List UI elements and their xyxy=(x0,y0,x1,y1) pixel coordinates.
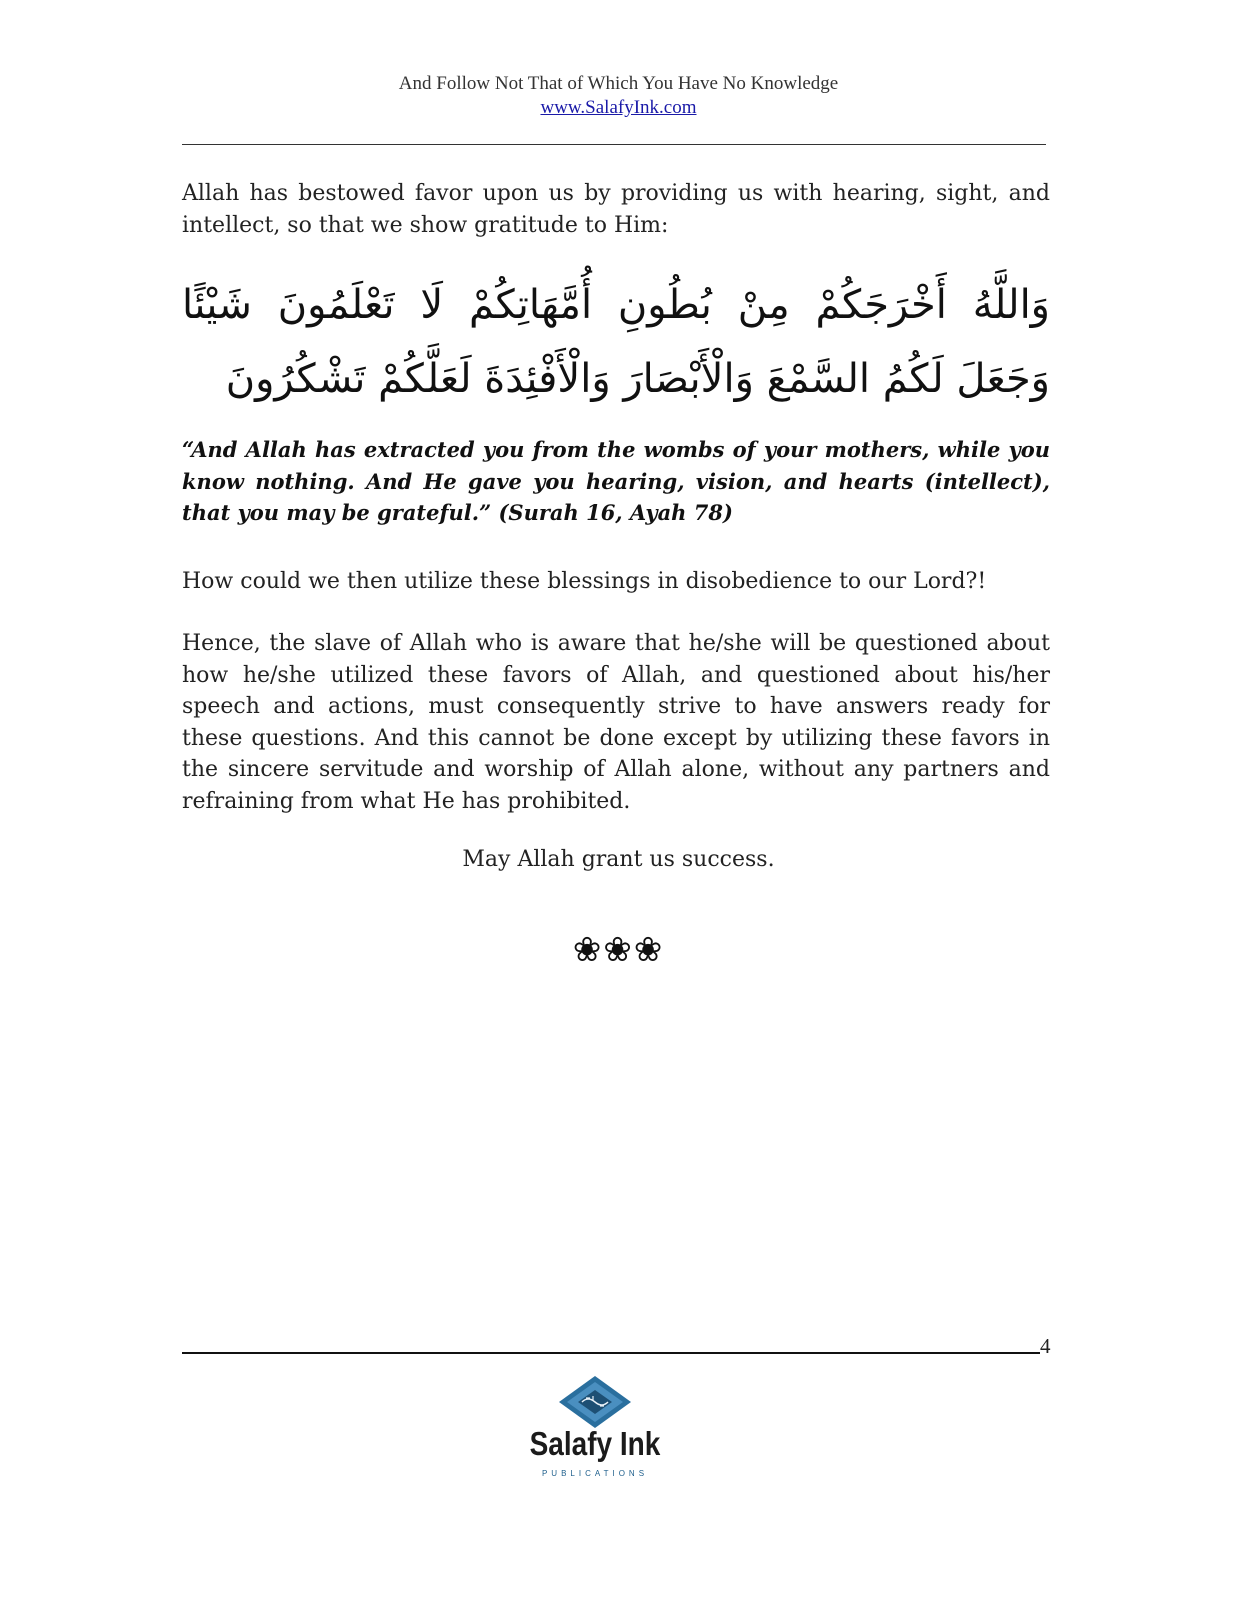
page-number: 4 xyxy=(1040,1334,1051,1358)
publisher-logo xyxy=(520,1372,670,1482)
verse-translation: “And Allah has extracted you from the wombs of your mothers, while you know nothing. And He gave you hearing, vision, and hearts (intellect), that you may be grateful.” (Surah 16, Ayah 78) xyxy=(182,437,1050,525)
arabic-verse: وَاللَّهُ أَخْرَجَكُمْ مِنْ بُطُونِ أُمَّهَاتِكُمْ لَا تَعْلَمُونَ شَيْئًا وَجَعَلَ لَكُمُ السَّمْعَ وَالْأَبْصَارَ وَالْأَفْئِدَةَ لَعَلَّكُمْ تَشْكُرُونَ xyxy=(182,282,1050,402)
closing-line: May Allah grant us success. xyxy=(462,847,775,872)
publisher-subtitle: PUBLICATIONS xyxy=(541,1469,649,1478)
footer-divider xyxy=(182,1352,1040,1354)
flower-ornament-icon: ❀❀❀ xyxy=(572,930,665,970)
document-title: And Follow Not That of Which You Have No Knowledge xyxy=(398,73,839,94)
website-link[interactable]: www.SalafyInk.com xyxy=(540,97,697,118)
page-header xyxy=(0,72,1237,120)
intro-paragraph: Allah has bestowed favor upon us by providing us with hearing, sight, and intellect, so that we show gratitude to Him: xyxy=(182,181,1050,238)
header-divider xyxy=(182,144,1046,145)
question-paragraph: How could we then utilize these blessings in disobedience to our Lord?! xyxy=(182,569,987,594)
body-paragraph: Hence, the slave of Allah who is aware that he/she will be questioned about how he/she utilized these favors of Allah, and questioned about his/her speech and actions, must consequently strive to have answers ready for these questions. And this cannot be done except by utilizing these favors in the sincere servitude and worship of Allah alone, without any partners and refraining from what He has prohibited. xyxy=(182,631,1050,814)
publisher-name: Salafy Ink xyxy=(529,1424,661,1462)
diamond-logo-icon xyxy=(520,1372,670,1432)
